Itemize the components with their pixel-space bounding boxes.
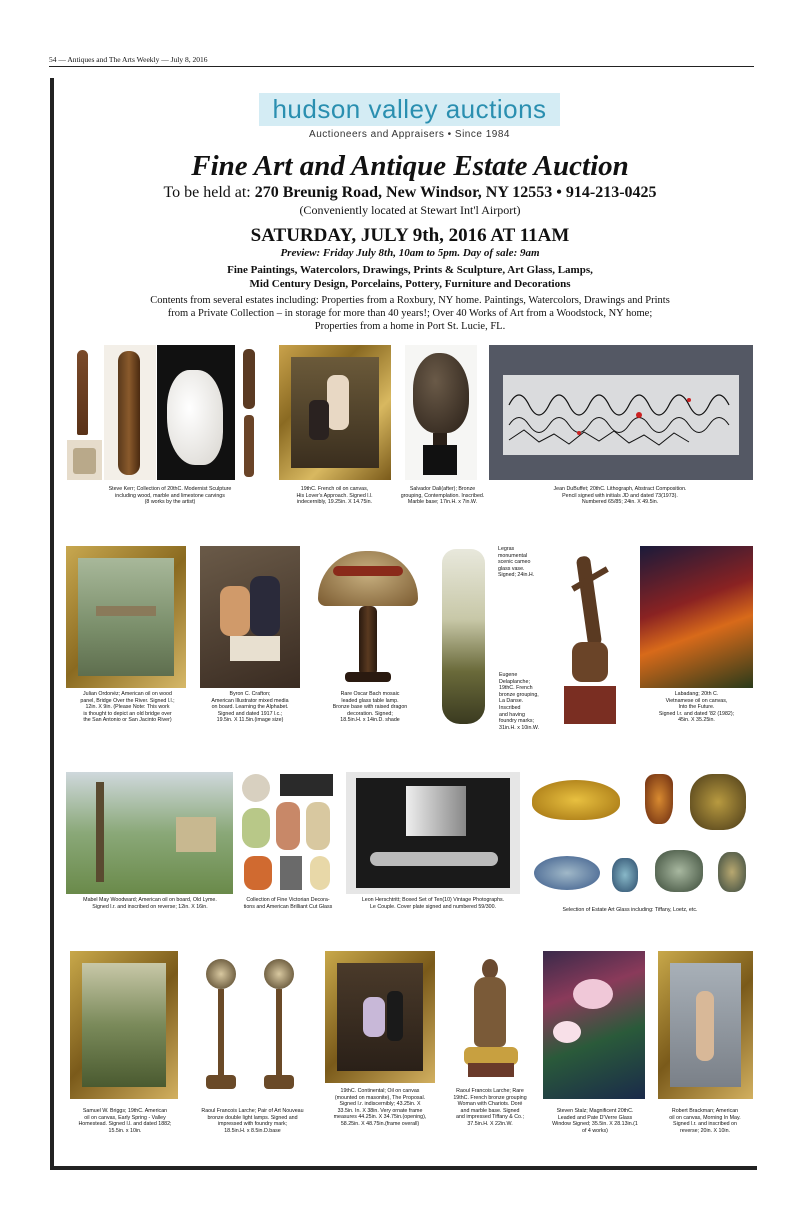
caption-line: Bronze base with raised dragon [332, 704, 408, 711]
caption-line: Delaplanche; [499, 678, 530, 685]
victorian-glass-photo [240, 772, 335, 894]
herschtritt-photograph [346, 772, 520, 894]
caption-line: Numbered 65/85; 24in. X 49.5in. [581, 499, 659, 506]
caption-kerr [80, 486, 260, 506]
caption-line: Labadang; 20th C. [674, 691, 719, 697]
caption-line: the San Antonio or San Jacinto River) [83, 717, 172, 724]
caption-line: Collection of Fine Victorian Decora- [246, 897, 330, 903]
french-oil-painting-photo [279, 345, 391, 480]
caption-line: indecernibly, 19.25in. X 14.75in. [297, 499, 372, 506]
caption-line: 18.5in.H. x 14in.D. shade [340, 717, 400, 724]
contents-line: from a Private Collection – in storage for more than 40 years!; Over 40 Works of Art from a Woodstock, NY home; [167, 308, 653, 319]
caption-line: panel, Bridge Over the River. Signed l.l.; [80, 697, 175, 704]
auction-title: Fine Art and Antique Estate Auction [191, 150, 629, 182]
venue-line [60, 184, 760, 202]
caption-line: and having [499, 711, 525, 718]
caption-line: Window Signed; 35.5in. X 28.13in.(1 [552, 1121, 638, 1128]
caption-line: 18.5in.H. x 8.5in.D.base [224, 1127, 281, 1134]
caption-line: glass vase. [498, 565, 525, 572]
caption-line: Leaded and Pate D'Verre Glass [557, 1114, 633, 1121]
caption-line: is thought to depict an old bridge over [83, 710, 172, 717]
caption-line: Raoul Francois Larche; Pair of Art Nouveau [201, 1108, 304, 1114]
logo-tagline: Auctioneers and Appraisers • Since 1984 [309, 129, 510, 140]
caption-line: reverse; 20in. X 10in. [679, 1127, 731, 1134]
caption-line: Mabel May Woodward; American oil on board, Old Lyme. [83, 897, 217, 903]
preview-line: Preview: Friday July 8th, 10am to 5pm. Day of sale: 9am [280, 247, 540, 259]
caption-line: Julian Ordonéz; American oil on wood [83, 691, 172, 697]
categories [60, 264, 760, 291]
caption-line: on board. Learning the Alphabet. [211, 704, 289, 711]
caption-line: Signed l.r. and inscribed on reverse; 12in. X 16in. [92, 903, 208, 910]
stalz-window-photo [543, 951, 645, 1099]
caption-line: 12in. X 9in. (Please Note: This work [85, 704, 170, 711]
caption-line: impressed with foundry mark; [217, 1121, 288, 1128]
caption-woodward [60, 897, 240, 910]
caption-line: 19thC. French bronze grouping [453, 1094, 527, 1101]
caption-line: Steve Kerr; Collection of 20thC. Modernist Sculpture [108, 486, 232, 492]
continental-painting-photo [325, 951, 435, 1083]
caption-herschtritt [343, 897, 523, 910]
caption-line: bronze grouping, [499, 691, 539, 698]
caption-art-glass [530, 907, 730, 914]
caption-line: Jean DuBuffet; 20thC. Lithograph, Abstract Composition. [553, 486, 687, 492]
caption-line: Homestead. Signed l.l. and dated 1882; [78, 1121, 172, 1128]
caption-line: Steven Stalz; Magnificent 20thC. [556, 1108, 634, 1114]
caption-line: Signed l.r. and dated '82 (1982); [658, 710, 735, 717]
caption-line: Byron C. Crafton; [229, 691, 271, 697]
contents [60, 294, 760, 333]
ordonez-painting-photo [66, 546, 186, 688]
kerr-sculpture-photo-4 [157, 345, 235, 480]
caption-line: Robert Brackman; American [671, 1108, 739, 1114]
caption-line: (mounted on masonite), The Proposal. [334, 1094, 426, 1101]
caption-labadang [640, 691, 753, 724]
caption-line: 15.5in. x 10in. [108, 1127, 142, 1134]
caption-line: grouping, Contemplation. Inscribed. [400, 492, 485, 499]
caption-legras [498, 546, 540, 579]
bach-lamp-photo [313, 546, 423, 688]
caption-line: Signed; 24in.H. [498, 572, 535, 579]
caption-line: Vietnamese oil on canvas, [665, 697, 728, 704]
caption-line: scenic cameo [498, 559, 531, 566]
caption-line: 45in. X 35.25in. [678, 717, 715, 724]
caption-line: Signed l.r. indiscernibly; 43.25in. X [339, 1101, 421, 1108]
caption-line: Inscribed [499, 704, 521, 711]
caption-line: foundry marks; [499, 718, 535, 725]
caption-line: American Illustrator mixed media [211, 697, 289, 704]
caption-line: Le Couple. Cover plate signed and numbered 59/300. [369, 903, 497, 910]
page-header: 54 — Antiques and The Arts Weekly — July 8, 2016 [49, 55, 208, 64]
brackman-painting-photo [658, 951, 753, 1099]
caption-line: oil on canvas, Morning In May. [669, 1114, 741, 1121]
caption-bach-lamp [320, 691, 420, 724]
caption-line: including wood, marble and limestone carvings [115, 492, 225, 499]
dali-bronze-photo [405, 345, 477, 480]
caption-line: Woman with Chariots. Doré [457, 1101, 523, 1108]
caption-line: and marble base. Signed [460, 1107, 520, 1114]
caption-line: measures 44.25in. X 34.75in.(opening), [333, 1114, 427, 1121]
caption-line: monumental [498, 552, 528, 559]
caption-delaplanche [499, 672, 547, 731]
dubuffet-lithograph-photo [489, 345, 753, 480]
caption-line: oil on canvas, Early Spring - Valley [84, 1114, 166, 1121]
caption-line: 19.5in. X 11.5in.(image size) [216, 717, 284, 724]
caption-line: decoration. Signed; [347, 710, 393, 717]
caption-larche-bronze [440, 1088, 540, 1128]
caption-dubuffet [505, 486, 735, 506]
larche-bronze-photo [448, 951, 534, 1083]
caption-line: bronze double light lamps. Signed and [207, 1114, 298, 1121]
woodward-painting-photo [66, 772, 233, 894]
caption-line: Signed and dated 1917 l.c.; [217, 710, 283, 717]
caption-line: Into the Future. [678, 704, 715, 711]
kerr-sculpture-photo-3 [104, 345, 156, 480]
legras-vase-photo [436, 546, 491, 728]
art-glass-photo [530, 772, 753, 894]
caption-line: La Danse. [499, 698, 524, 705]
caption-line: His Lover's Approach. Signed l.l. [296, 492, 373, 499]
contents-line: Properties from a home in Port St. Lucie, FL. [314, 321, 506, 332]
venue-note: (Conveniently located at Stewart Int'l Airport) [299, 203, 521, 217]
caption-larche-lamps [190, 1108, 315, 1134]
caption-brackman [655, 1108, 755, 1134]
caption-line: 33.5in. In. X 38in. Very ornate frame [337, 1107, 423, 1114]
caption-dali [395, 486, 490, 506]
caption-line: 19thC. Continental; Oil on canvas [340, 1088, 420, 1094]
caption-line: Salvador Dali(after); Bronze [409, 486, 476, 492]
caption-victorian-glass [232, 897, 344, 910]
caption-briggs [66, 1108, 184, 1134]
caption-line: Rare Oscar Bach mosaic [340, 691, 400, 697]
caption-line: Legras [498, 546, 515, 552]
caption-line: Pencil signed with initials JD and dated 73(1973). [562, 492, 678, 499]
auction-date: SATURDAY, JULY 9th, 2016 AT 11AM [250, 225, 570, 246]
caption-crafton [195, 691, 305, 724]
caption-line: Selection of Estate Art Glass including: Tiffany, Loetz, etc. [562, 907, 698, 913]
caption-french-oil [272, 486, 397, 506]
briggs-painting-photo [70, 951, 178, 1099]
header-rule [49, 66, 754, 67]
logo: hudson valley auctions [272, 94, 547, 124]
larche-lamps-photo [196, 951, 306, 1099]
caption-line: leaded glass table lamp. [341, 697, 399, 704]
kerr-sculpture-photo-5 [238, 345, 260, 480]
caption-line: 19thC. French [499, 685, 533, 692]
caption-line: Marble base; 17in.H. x 7in.W. [407, 499, 478, 506]
caption-line: 37.5in.H. X 22in.W. [467, 1120, 513, 1127]
categories-line: Fine Paintings, Watercolors, Drawings, Prints & Sculpture, Art Glass, Lamps, [227, 264, 593, 276]
caption-stalz [540, 1108, 650, 1134]
caption-line: tions and American Brilliant Cut Glass [243, 903, 333, 910]
kerr-sculpture-photo-1 [67, 345, 97, 440]
caption-continental [320, 1088, 440, 1128]
caption-line: Eugene [499, 672, 518, 678]
crafton-illustration-photo [200, 546, 300, 688]
caption-line: 58.25in. X 48.75in.(frame overall) [340, 1120, 420, 1127]
delaplanche-bronze-photo [552, 546, 628, 728]
venue-prefix: To be held at: [163, 184, 255, 201]
contents-line: Contents from several estates including: Properties from a Roxbury, NY home. Paintings, Watercolors, Drawings and Prints [150, 295, 670, 306]
labadang-painting-photo [640, 546, 753, 688]
caption-ordonez [65, 691, 190, 724]
caption-line: 31in.H. x 10in.W. [499, 724, 540, 731]
caption-line: Signed l.r. and inscribed on [673, 1121, 737, 1128]
caption-line: of 4 works) [582, 1127, 608, 1134]
caption-line: Leon Herschtritt; Boxed Set of Ten(10) Vintage Photographs. [361, 897, 505, 903]
caption-line: and impressed Tiffany & Co.; [456, 1114, 524, 1121]
venue-address: 270 Breunig Road, New Windsor, NY 12553 • 914-213-0425 [254, 184, 657, 201]
caption-line: Samuel W. Briggs; 19thC. American [82, 1108, 168, 1114]
caption-line: 19thC. French oil on canvas, [300, 486, 369, 492]
caption-line: (8 works by the artist) [144, 499, 196, 506]
kerr-sculpture-photo-2 [67, 440, 102, 480]
caption-line: Raoul Francois Larche; Rare [456, 1088, 524, 1094]
categories-line: Mid Century Design, Porcelains, Pottery, Furniture and Decorations [249, 277, 571, 290]
